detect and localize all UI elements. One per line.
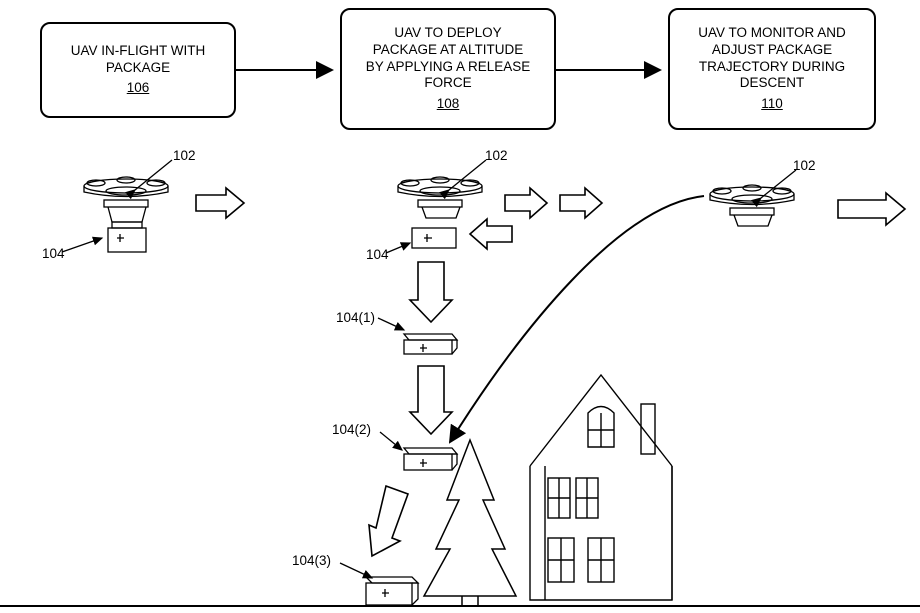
uav-middle — [398, 177, 482, 248]
leader-102-middle — [449, 160, 486, 190]
motion-arrow-left — [196, 188, 244, 218]
window-lower-left — [548, 538, 574, 582]
process-box-110 — [668, 8, 876, 130]
descent-arrow-1 — [410, 262, 452, 322]
callout-label-104-left: 104 — [42, 246, 65, 261]
house — [530, 375, 672, 600]
leader-104-3 — [340, 563, 372, 578]
descent-arrow-3 — [369, 486, 408, 556]
leader-104-middle — [386, 243, 410, 253]
callout-label-104-1: 104(1) — [336, 310, 376, 325]
callout-label-104-middle: 104 — [366, 247, 389, 262]
motion-arrow-middle-2 — [560, 188, 602, 218]
process-box-110-ref: 110 — [761, 96, 783, 112]
chimney — [641, 404, 655, 454]
callout-label-102-middle: 102 — [485, 148, 508, 163]
process-box-106-text: UAV IN-FLIGHT WITH PACKAGE — [70, 42, 206, 75]
leader-104-2 — [380, 432, 402, 450]
callout-label-104-3: 104(3) — [292, 553, 332, 568]
process-box-108-ref: 108 — [436, 96, 460, 112]
package-104-2 — [404, 448, 457, 470]
release-force-arrow — [470, 219, 512, 249]
window-upper-right — [576, 478, 598, 518]
callout-label-102-right: 102 — [793, 158, 816, 173]
package-104-1 — [404, 334, 457, 354]
callout-label-104-2: 104(2) — [332, 422, 372, 437]
uav-right — [710, 185, 794, 226]
uav-left — [84, 177, 168, 252]
window-upper-left — [548, 478, 570, 518]
trajectory-monitor-curve — [450, 196, 704, 442]
package-104-3 — [366, 577, 418, 605]
attic-window — [588, 407, 614, 448]
process-box-108-text: UAV TO DEPLOY PACKAGE AT ALTITUDE BY APPLYING A RELEASE FORCE — [365, 24, 531, 91]
callout-label-102-left: 102 — [173, 148, 196, 163]
process-box-108 — [340, 8, 556, 130]
leader-102-right — [761, 170, 796, 198]
tree — [424, 440, 516, 607]
window-lower-right — [588, 538, 614, 582]
process-box-106 — [40, 22, 236, 118]
process-box-110-text: UAV TO MONITOR AND ADJUST PACKAGE TRAJECTORY DURING DESCENT — [698, 24, 846, 91]
leader-102-left — [135, 160, 172, 190]
motion-arrow-middle-1 — [505, 188, 547, 218]
motion-arrow-right — [838, 193, 905, 225]
leader-104-1 — [378, 318, 404, 330]
process-box-106-ref: 106 — [126, 80, 150, 96]
descent-arrow-2 — [410, 366, 452, 434]
leader-104-left — [62, 238, 102, 252]
